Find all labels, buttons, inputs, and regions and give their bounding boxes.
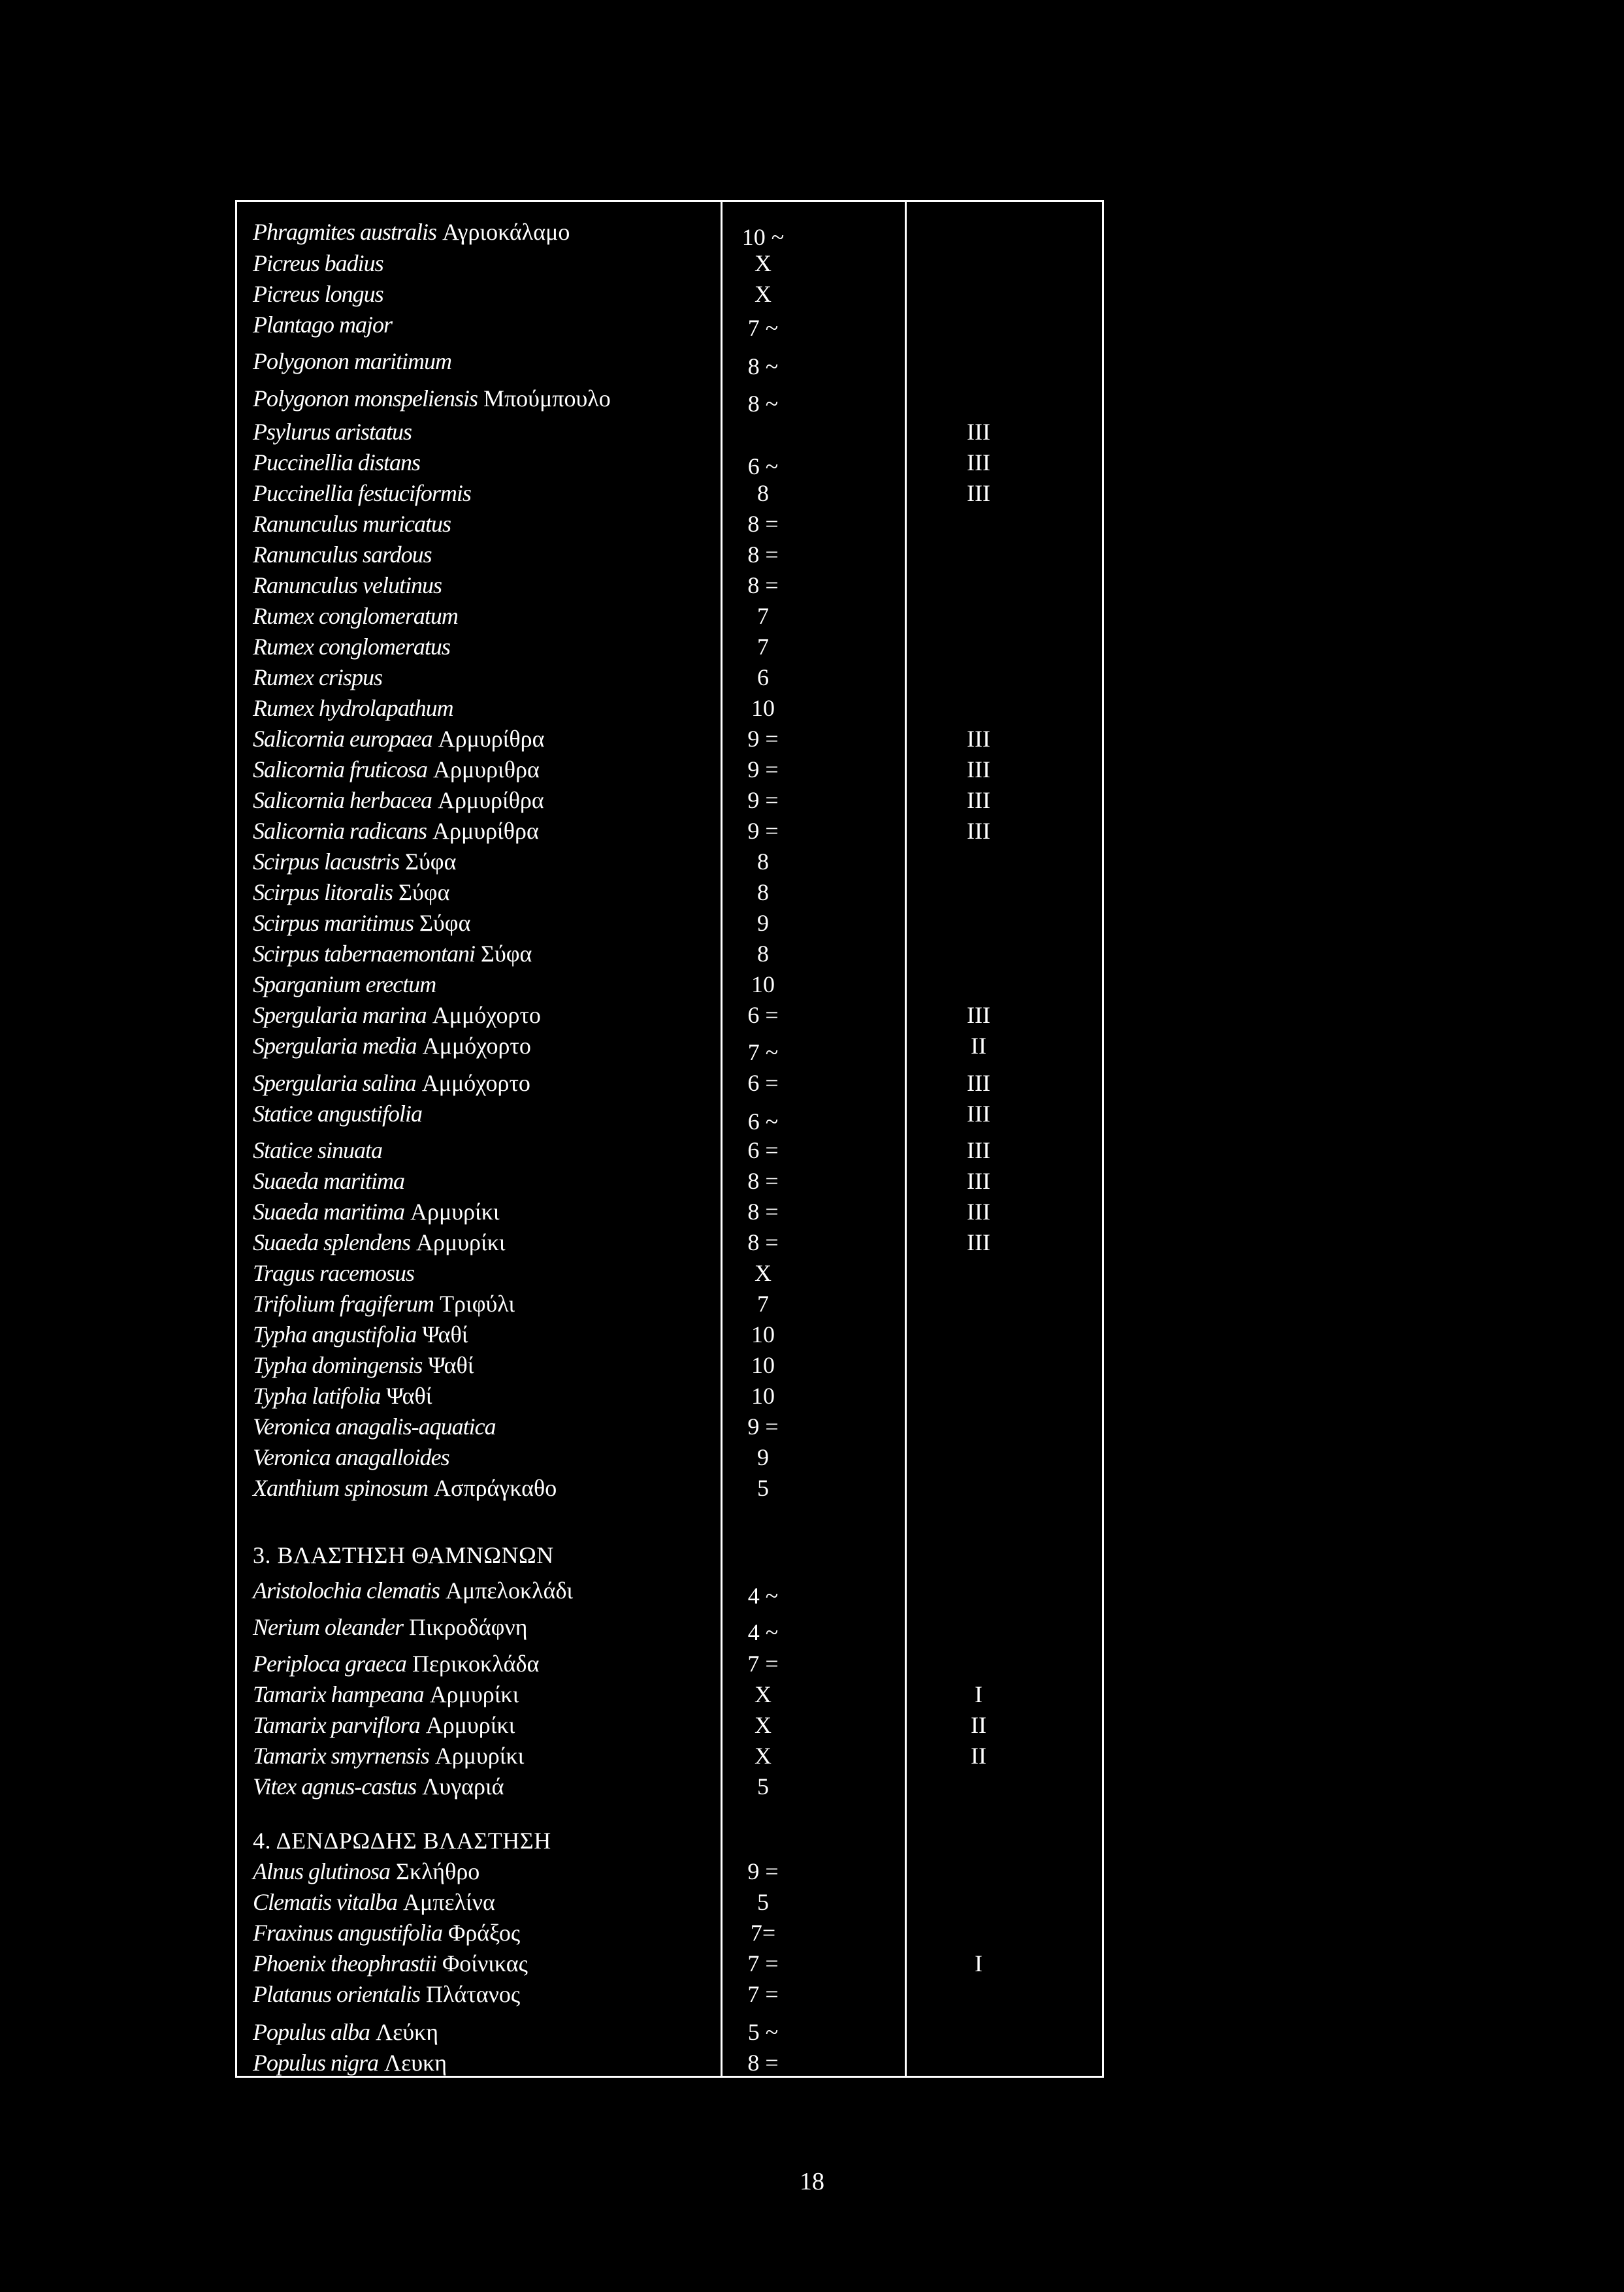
table-row [237, 218, 1102, 250]
common-name: Τριφύλι [440, 1291, 515, 1317]
scientific-name: Ranunculus muricatus [253, 511, 451, 537]
species-name [253, 1649, 539, 1678]
table-row [237, 1474, 1102, 1502]
species-name [253, 1980, 520, 2009]
indicator-value: 8 [757, 941, 769, 967]
species-name [253, 1474, 557, 1502]
table-row [237, 417, 1102, 446]
section-heading-row [237, 1541, 1102, 1570]
indicator-value: 9 [757, 1444, 769, 1470]
species-name [253, 632, 450, 661]
scientific-name: Ranunculus velutinus [253, 572, 442, 598]
table-row [237, 1259, 1102, 1287]
indicator-value: 8 = [747, 1229, 779, 1255]
indicator-value: 9 = [747, 787, 779, 813]
indicator-value: 7 = [747, 1950, 779, 1977]
scientific-name: Aristolochia clematis [253, 1577, 440, 1604]
indicator-value: 7 [757, 1291, 769, 1317]
species-name [253, 218, 570, 246]
common-name: Φράξος [448, 1920, 521, 1946]
species-name [253, 1576, 573, 1605]
species-name [253, 249, 383, 278]
table-row [237, 1949, 1102, 1978]
class-value: III [967, 1002, 990, 1028]
common-name: Αρμυρίκι [415, 1229, 506, 1255]
class-value: I [975, 1950, 983, 1977]
scientific-name: Suaeda maritima [253, 1199, 404, 1225]
indicator-value: 10 ~ [741, 224, 785, 250]
scientific-name: Scirpus lacustris [253, 848, 400, 875]
table-row [237, 1613, 1102, 1645]
table-row [237, 571, 1102, 600]
common-name: Αρμυρίθρα [432, 818, 539, 844]
scientific-name: Alnus glutinosa [253, 1858, 391, 1884]
table-row [237, 347, 1102, 379]
common-name: Λυγαριά [422, 1773, 504, 1800]
table-row [237, 1099, 1102, 1135]
indicator-value: 9 = [747, 818, 779, 844]
table-row [237, 1069, 1102, 1097]
table-row [237, 1136, 1102, 1165]
class-value: III [967, 1101, 990, 1127]
species-name [253, 310, 392, 339]
scientific-name: Puccinellia festuciformis [253, 480, 471, 506]
common-name: Αμπελοκλάδι [445, 1577, 574, 1604]
table-row [237, 310, 1102, 339]
indicator-value: 6 = [747, 1070, 779, 1096]
class-value: III [967, 1229, 990, 1255]
species-name [253, 663, 382, 692]
scientific-name: Picreus badius [253, 250, 383, 276]
table-row [237, 2018, 1102, 2046]
scientific-name: Periploca graeca [253, 1651, 406, 1677]
indicator-value: 8 = [747, 511, 779, 537]
class-value: III [967, 419, 990, 445]
indicator-value: X [755, 1712, 771, 1738]
table-row [237, 663, 1102, 692]
indicator-value: 9 = [747, 1413, 779, 1440]
scientific-name: Clematis vitalba [253, 1889, 397, 1915]
scientific-name: Suaeda splendens [253, 1229, 410, 1255]
indicator-value: 8 = [747, 1199, 779, 1225]
table-row [237, 1711, 1102, 1739]
table-row [237, 724, 1102, 753]
indicator-value: 8 = [747, 2050, 779, 2076]
species-name [253, 1031, 531, 1060]
table-row [237, 632, 1102, 661]
scientific-name: Rumex crispus [253, 664, 382, 690]
table-row [237, 1576, 1102, 1609]
indicator-value: X [755, 1681, 771, 1707]
species-name [253, 1351, 474, 1380]
species-name [253, 878, 449, 907]
common-name: Αμμόχορτο [432, 1002, 541, 1028]
scientific-name: Tamarix smyrnensis [253, 1743, 429, 1769]
scientific-name: Polygonon monspeliensis [253, 385, 478, 412]
table-row [237, 1031, 1102, 1065]
common-name: Αρμυρίθρα [438, 726, 545, 752]
indicator-value: 6 ~ [747, 453, 779, 479]
species-name [253, 1099, 422, 1128]
indicator-value: 5 [757, 1475, 769, 1501]
species-name [253, 970, 436, 999]
indicator-value: 10 [751, 695, 775, 721]
indicator-value: 8 [757, 879, 769, 905]
species-name [253, 1918, 520, 1947]
scientific-name: Salicornia fruticosa [253, 756, 427, 783]
scientific-name: Plantago major [253, 312, 393, 338]
scientific-name: Spergularia media [253, 1033, 417, 1059]
indicator-value: 5 [757, 1773, 769, 1800]
common-name: Ψαθί [428, 1352, 474, 1378]
scientific-name: Rumex hydrolapathum [253, 695, 453, 721]
section-title: 3. ΒΛΑΣΤΗΣΗ ΘΑΜΝΩΝΩΝ [253, 1542, 554, 1568]
scientific-name: Salicornia radicans [253, 818, 427, 844]
scientific-name: Spergularia marina [253, 1002, 427, 1028]
indicator-value: 8 [757, 480, 769, 506]
species-name [253, 417, 412, 446]
class-value: III [967, 787, 990, 813]
common-name: Σύφα [398, 879, 450, 905]
table-row [237, 878, 1102, 907]
table-row [237, 602, 1102, 630]
common-name: Πικροδάφνη [408, 1614, 528, 1640]
table-row [237, 540, 1102, 569]
common-name: Φοίνικας [442, 1950, 528, 1977]
species-name [253, 540, 432, 569]
species-name [253, 1772, 504, 1801]
table-row [237, 1741, 1102, 1770]
common-name: Αρμυρίθρα [437, 787, 544, 813]
scientific-name: Vitex agnus-castus [253, 1773, 417, 1800]
scientific-name: Scirpus tabernaemontani [253, 941, 475, 967]
class-value: III [967, 1168, 990, 1194]
species-name [253, 1888, 495, 1916]
table-row [237, 1980, 1102, 2009]
indicator-value: 10 [751, 971, 775, 997]
common-name: Σύφα [480, 941, 532, 967]
species-name [253, 2018, 438, 2046]
species-name [253, 816, 539, 845]
species-name [253, 694, 453, 722]
scientific-name: Typha angustifolia [253, 1321, 417, 1348]
species-name [253, 1857, 479, 1886]
indicator-value: 10 [751, 1321, 775, 1348]
scientific-name: Picreus longus [253, 281, 383, 307]
table-row [237, 1412, 1102, 1441]
species-name [253, 786, 544, 815]
class-value: III [967, 756, 990, 783]
scientific-name: Ranunculus sardous [253, 541, 432, 568]
class-value: I [975, 1681, 983, 1707]
indicator-value: 7 ~ [747, 315, 779, 341]
table-row [237, 1351, 1102, 1380]
common-name: Σύφα [405, 848, 457, 875]
scientific-name: Tragus racemosus [253, 1260, 415, 1286]
table-row [237, 909, 1102, 937]
class-value: III [967, 1199, 990, 1225]
common-name: Σύφα [419, 910, 471, 936]
table-row [237, 1228, 1102, 1257]
class-value: II [971, 1712, 986, 1738]
species-name [253, 1069, 530, 1097]
table-row [237, 786, 1102, 815]
indicator-value: 7 = [747, 1651, 779, 1677]
table-row [237, 2048, 1102, 2077]
common-name: Σκλήθρο [396, 1858, 480, 1884]
indicator-value: 9 = [747, 1858, 779, 1884]
page-number: 18 [800, 2168, 824, 2195]
indicator-value: 6 = [747, 1002, 779, 1028]
common-name: Αμμόχορτο [421, 1070, 530, 1096]
common-name: Ασπράγκαθο [434, 1475, 557, 1501]
species-name [253, 1443, 449, 1472]
scientific-name: Veronica anagalloides [253, 1444, 449, 1470]
scientific-name: Psylurus aristatus [253, 419, 412, 445]
species-name [253, 1228, 506, 1257]
common-name: Λευκη [384, 2050, 447, 2076]
species-name [253, 909, 470, 937]
scientific-name: Statice sinuata [253, 1137, 382, 1163]
scientific-name: Veronica anagalis-aquatica [253, 1413, 496, 1440]
table-row [237, 1197, 1102, 1226]
common-name: Αγριοκάλαμο [442, 219, 570, 245]
scientific-name: Platanus orientalis [253, 1981, 421, 2007]
class-value: II [971, 1743, 986, 1769]
scientific-name: Suaeda maritima [253, 1168, 404, 1194]
scientific-name: Scirpus litoralis [253, 879, 393, 905]
section-heading [253, 1541, 554, 1570]
common-name: Ψαθί [386, 1383, 432, 1409]
indicator-value: 4 ~ [747, 1583, 779, 1609]
scientific-name: Sparganium erectum [253, 971, 436, 997]
common-name: Αμπελίνα [403, 1889, 495, 1915]
table-row [237, 479, 1102, 508]
species-name [253, 602, 458, 630]
species-name [253, 1613, 527, 1641]
indicator-value: 8 ~ [747, 353, 779, 379]
indicator-value: 4 ~ [747, 1619, 779, 1645]
scientific-name: Nerium oleander [253, 1614, 403, 1640]
indicator-value: 9 = [747, 726, 779, 752]
species-table [235, 200, 1104, 2078]
indicator-value: 8 ~ [747, 391, 779, 417]
common-name: Ψαθί [422, 1321, 468, 1348]
indicator-value: 9 [757, 910, 769, 936]
scientific-name: Puccinellia distans [253, 449, 420, 476]
species-name [253, 347, 451, 376]
table-rows [237, 202, 1102, 2076]
scientific-name: Phragmites australis [253, 219, 437, 245]
scientific-name: Fraxinus angustifolia [253, 1920, 443, 1946]
indicator-value: 7 = [747, 1981, 779, 2007]
table-row [237, 1167, 1102, 1195]
common-name: Αμμόχορτο [422, 1033, 531, 1059]
section-title: 4. ΔΕΝΔΡΩΔΗΣ ΒΛΑΣΤΗΣΗ [253, 1828, 551, 1854]
table-row [237, 1320, 1102, 1349]
table-row [237, 1001, 1102, 1029]
table-row [237, 1918, 1102, 1947]
scientific-name: Xanthium spinosum [253, 1475, 429, 1501]
species-name [253, 571, 442, 600]
species-name [253, 1412, 496, 1441]
table-row [237, 1443, 1102, 1472]
table-row [237, 384, 1102, 417]
scientific-name: Tamarix hampeana [253, 1681, 424, 1707]
species-name [253, 448, 420, 477]
indicator-value: 7= [750, 1920, 776, 1946]
table-row [237, 755, 1102, 784]
indicator-value: 6 ~ [747, 1108, 779, 1135]
common-name: Αρμυριθρα [433, 756, 540, 783]
indicator-value: 7 ~ [747, 1039, 779, 1065]
species-name [253, 1289, 515, 1318]
class-value: III [967, 449, 990, 476]
class-value: III [967, 818, 990, 844]
common-name: Αρμυρίκι [434, 1743, 525, 1769]
scientific-name: Typha domingensis [253, 1352, 423, 1378]
scientific-name: Spergularia salina [253, 1070, 416, 1096]
indicator-value: 6 = [747, 1137, 779, 1163]
species-name [253, 847, 456, 876]
species-name [253, 1381, 432, 1410]
common-name: Περικοκλάδα [412, 1651, 540, 1677]
common-name: Αρμυρίκι [410, 1199, 500, 1225]
indicator-value: 9 = [747, 756, 779, 783]
indicator-value: 8 = [747, 572, 779, 598]
table-row [237, 1381, 1102, 1410]
species-name [253, 384, 611, 413]
table-row [237, 1888, 1102, 1916]
species-name [253, 939, 532, 968]
section-heading-row [237, 1826, 1102, 1855]
table-row [237, 694, 1102, 722]
indicator-value: X [755, 250, 771, 276]
table-row [237, 1857, 1102, 1886]
scientific-name: Salicornia herbacea [253, 787, 432, 813]
section-heading [253, 1826, 551, 1855]
species-name [253, 280, 383, 308]
indicator-value: 10 [751, 1383, 775, 1409]
species-name [253, 509, 451, 538]
scientific-name: Trifolium fragiferum [253, 1291, 434, 1317]
class-value: III [967, 480, 990, 506]
species-name [253, 755, 540, 784]
indicator-value: X [755, 1743, 771, 1769]
common-name: Αρμυρίκι [425, 1712, 515, 1738]
species-name [253, 479, 471, 508]
species-name [253, 1167, 404, 1195]
indicator-value: 8 [757, 848, 769, 875]
indicator-value: X [755, 281, 771, 307]
scientific-name: Rumex conglomeratus [253, 634, 450, 660]
scientific-name: Salicornia europaea [253, 726, 432, 752]
table-row [237, 816, 1102, 845]
scientific-name: Statice angustifolia [253, 1101, 422, 1127]
class-value: III [967, 726, 990, 752]
indicator-value: 8 = [747, 1168, 779, 1194]
species-name [253, 1711, 515, 1739]
class-value: II [971, 1033, 986, 1059]
common-name: Μπούμπουλο [483, 385, 611, 412]
table-row [237, 280, 1102, 308]
indicator-value: 8 = [747, 541, 779, 568]
table-row [237, 939, 1102, 968]
table-row [237, 1772, 1102, 1801]
scientific-name: Polygonon maritimum [253, 348, 451, 374]
table-row [237, 448, 1102, 477]
scientific-name: Tamarix parviflora [253, 1712, 420, 1738]
class-value: III [967, 1070, 990, 1096]
table-row [237, 847, 1102, 876]
species-name [253, 1136, 382, 1165]
scientific-name: Rumex conglomeratum [253, 603, 458, 629]
scientific-name: Populus alba [253, 2019, 370, 2045]
species-name [253, 1741, 524, 1770]
indicator-value: 7 [757, 603, 769, 629]
common-name: Λεύκη [376, 2019, 439, 2045]
table-row [237, 1289, 1102, 1318]
scientific-name: Populus nigra [253, 2050, 379, 2076]
indicator-value: 6 [757, 664, 769, 690]
table-row [237, 1649, 1102, 1678]
species-name [253, 1197, 500, 1226]
species-name [253, 1259, 414, 1287]
species-name [253, 1949, 528, 1978]
species-name [253, 724, 544, 753]
scientific-name: Scirpus maritimus [253, 910, 414, 936]
scientific-name: Phoenix theophrastii [253, 1950, 436, 1977]
species-name [253, 1320, 468, 1349]
indicator-value: X [755, 1260, 771, 1286]
scientific-name: Typha latifolia [253, 1383, 381, 1409]
common-name: Πλάτανος [426, 1981, 521, 2007]
table-row [237, 1680, 1102, 1709]
species-name [253, 1680, 519, 1709]
indicator-value: 10 [751, 1352, 775, 1378]
common-name: Αρμυρίκι [429, 1681, 519, 1707]
table-row [237, 249, 1102, 278]
species-name [253, 2048, 447, 2077]
indicator-value: 5 [757, 1889, 769, 1915]
indicator-value: 5 ~ [747, 2019, 779, 2045]
species-name [253, 1001, 541, 1029]
indicator-value: 7 [757, 634, 769, 660]
table-row [237, 970, 1102, 999]
table-row [237, 509, 1102, 538]
class-value: III [967, 1137, 990, 1163]
